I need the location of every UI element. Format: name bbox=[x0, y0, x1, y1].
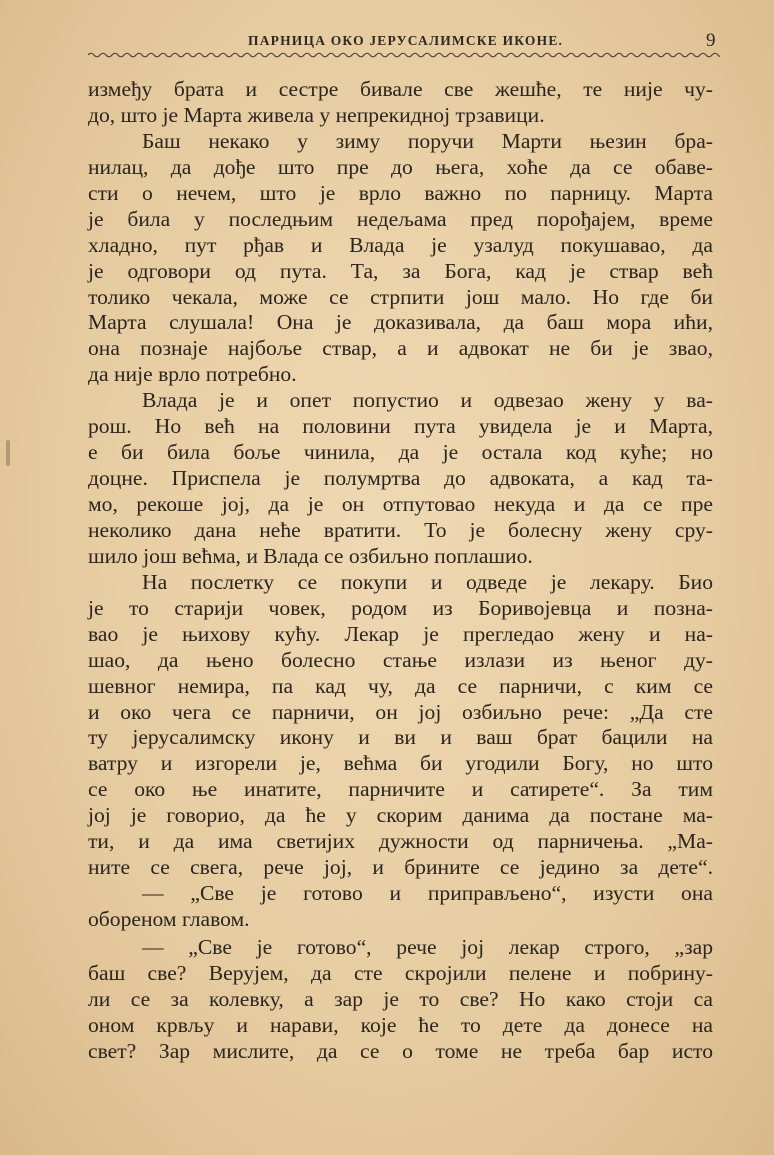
text-line: се око ње инатите, парничите и сатирете“. За тим bbox=[88, 777, 713, 802]
text-line: јој је говорио, да ће у скорим данима да постане ма- bbox=[88, 803, 713, 828]
text-line: вао је њихову кућу. Лекар је прегледао жену и на- bbox=[88, 621, 713, 646]
wavy-header-rule bbox=[88, 50, 720, 60]
text-line: је одговори од пута. Та, за Бога, кад је ствар већ bbox=[88, 258, 713, 283]
page-number: 9 bbox=[706, 30, 716, 51]
text-line: до, што је Марта живела у непрекидној трзавици. bbox=[88, 102, 545, 127]
text-line: шао, да њено болесно стање излази из њеног ду- bbox=[88, 647, 713, 672]
text-line: шило још већма, и Влада се озбиљно поплашио. bbox=[88, 543, 533, 568]
text-line: — „Све је готово“, рече јој лекар строго, „зар bbox=[142, 934, 713, 959]
text-line: између брата и сестре бивале све жешће, те није чу- bbox=[88, 77, 713, 101]
text-line: — „Све је готово и приправљено“, изусти она bbox=[142, 881, 713, 906]
text-line: је била у последњим недељама пред порођајем, време bbox=[88, 206, 713, 231]
paper-mark bbox=[6, 440, 10, 466]
text-line: неколико дана неће вратити. То је болесну жену сру- bbox=[88, 517, 713, 542]
text-line: је то старији човек, родом из Боривојевца и позна- bbox=[88, 595, 713, 620]
text-line: толико чекала, може се стрпити још мало. Но где би bbox=[88, 284, 713, 309]
text-line: ли се за колевку, а зар је то све? Но како стоји са bbox=[88, 986, 713, 1011]
text-line: Баш некако у зиму поручи Марти њезин бра- bbox=[142, 128, 713, 153]
text-line: сти о нечем, што је врло важно по парницу. Марта bbox=[88, 180, 713, 205]
text-line: обореном главом. bbox=[88, 907, 250, 931]
text-line: доцне. Приспела је полумртва до адвоката, а кад та- bbox=[88, 466, 713, 491]
text-line: Влада је и опет попустио и одвезао жену у ва- bbox=[142, 388, 713, 413]
text-line: шевног немира, па кад чу, да се парничи, с ким се bbox=[88, 673, 713, 698]
text-line: рош. Но већ на половини пута увидела је и Марта, bbox=[88, 414, 713, 439]
running-head: ПАРНИЦА ОКО ЈЕРУСАЛИМСКЕ ИКОНЕ. bbox=[248, 33, 564, 48]
body-text bbox=[88, 77, 713, 1065]
text-line: хладно, пут рђав и Влада је узалуд покушавао, да bbox=[88, 232, 713, 257]
text-line: ватру и изгорели је, већма би угодили Богу, но што bbox=[88, 751, 713, 776]
text-line: е би била боље чинила, да је остала код куће; но bbox=[88, 440, 713, 465]
text-line: ните се свега, рече јој, и брините се једино за дете“. bbox=[88, 855, 713, 880]
text-line: Марта слушала! Она је доказивала, да баш мора ићи, bbox=[88, 310, 713, 335]
text-line: ту јерусалимску икону и ви и ваш брат бацили на bbox=[88, 725, 713, 750]
text-line: баш све? Верујем, да сте скројили пелене и побрину- bbox=[88, 960, 713, 985]
text-line: да није врло потребно. bbox=[88, 362, 297, 387]
text-line: нилац, да дође што пре до њега, хоће да се обаве- bbox=[88, 154, 713, 179]
text-line: мо, рекоше јој, да је он отпутовао некуда и да се пре bbox=[88, 492, 713, 516]
text-line: На послетку се покупи и одведе је лекару. Био bbox=[142, 569, 713, 594]
text-line: она познаје најбоље ствар, а и адвокат не би је звао, bbox=[88, 336, 713, 361]
text-line: оном крвљу и нарави, које ће то дете да донесе на bbox=[88, 1012, 713, 1037]
text-line: и око чега се парничи, он јој озбиљно рече: „Да сте bbox=[88, 699, 713, 724]
text-line: свет? Зар мислите, да се о томе не треба бар исто bbox=[88, 1038, 713, 1063]
text-line: ти, и да има светијих дужности од парничења. „Ма- bbox=[88, 829, 713, 854]
